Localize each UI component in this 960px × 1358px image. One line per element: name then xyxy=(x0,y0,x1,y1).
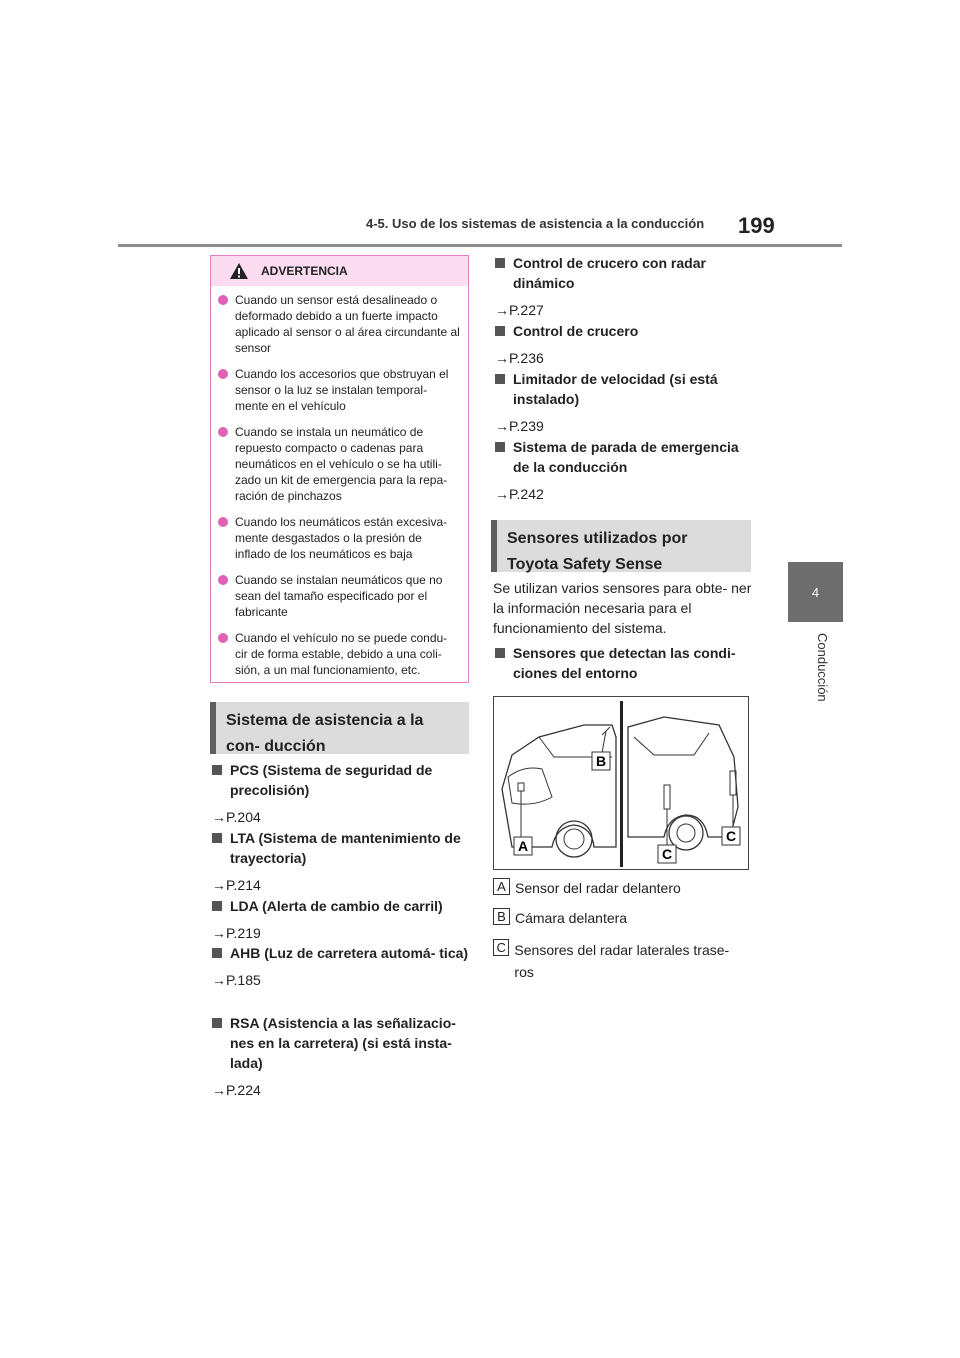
page-reference[interactable]: →P.239 xyxy=(495,418,544,434)
legend-item xyxy=(493,939,743,983)
bullet-icon xyxy=(218,369,228,379)
square-bullet-icon xyxy=(212,948,222,958)
list-item xyxy=(493,253,755,318)
item-title: Control de crucero xyxy=(513,323,639,339)
page-number: 199 xyxy=(738,213,775,238)
legend-tag: B xyxy=(493,908,510,925)
page-reference[interactable]: →P.204 xyxy=(212,809,261,825)
warning-item xyxy=(218,292,460,356)
page-reference[interactable]: →P.185 xyxy=(212,972,261,988)
list-item xyxy=(210,828,472,893)
list-item xyxy=(210,760,472,825)
warning-list xyxy=(211,292,468,678)
page-reference[interactable]: →P.242 xyxy=(495,486,544,502)
list-item xyxy=(210,896,472,941)
chapter-label: Conducción xyxy=(815,633,830,702)
page-reference[interactable]: →P.214 xyxy=(212,877,261,893)
page-reference[interactable]: →P.224 xyxy=(212,1082,261,1098)
list-item xyxy=(493,369,755,434)
section-heading-sensors: Sensores utilizados por Toyota Safety Sense xyxy=(491,520,751,572)
square-bullet-icon xyxy=(212,901,222,911)
warning-icon xyxy=(229,262,249,280)
warning-item-text: Cuando el vehículo no se puede condu- cir de forma estable, debido a una coli- sión, a un mal funcionamiento, etc. xyxy=(235,631,448,677)
subheading-text: Sensores que detectan las condi- ciones del entorno xyxy=(513,645,736,681)
square-bullet-icon xyxy=(212,1018,222,1028)
list-item xyxy=(493,321,755,366)
warning-header xyxy=(211,256,468,286)
figure-label-a: A xyxy=(517,838,529,854)
figure-label-c-right: C xyxy=(725,828,737,844)
warning-item-text: Cuando los neumáticos están excesiva- mente desgastados o la presión de inflado de los neumáticos es baja xyxy=(235,515,448,561)
warning-item-text: Cuando los accesorios que obstruyan el sensor o la luz se instalan temporal- mente en el vehículo xyxy=(235,367,449,413)
legend-text: Sensor del radar delantero xyxy=(515,880,681,896)
item-title: Sistema de parada de emergencia de la conducción xyxy=(513,439,739,475)
square-bullet-icon xyxy=(495,648,505,658)
item-title: Control de crucero con radar dinámico xyxy=(513,255,706,291)
item-title: Limitador de velocidad (si está instalado) xyxy=(513,371,718,407)
page-reference[interactable]: →P.227 xyxy=(495,302,544,318)
section-heading-driving-assist: Sistema de asistencia a la con- ducción xyxy=(210,702,469,754)
item-title: PCS (Sistema de seguridad de precolisión) xyxy=(230,762,433,798)
sensors-subheading xyxy=(493,643,755,683)
item-title: RSA (Asistencia a las señalizacio- nes en la carretera) (si está insta- lada) xyxy=(230,1015,456,1071)
bullet-icon xyxy=(218,295,228,305)
square-bullet-icon xyxy=(495,258,505,268)
square-bullet-icon xyxy=(212,833,222,843)
item-title: LDA (Alerta de cambio de carril) xyxy=(230,898,443,914)
warning-item-text: Cuando se instala un neumático de repuesto compacto o cadenas para neumáticos en el vehículo o se ha utili- zado un kit de emergencia para la repa- ración de pinchazos xyxy=(235,425,448,503)
sensors-intro-text: Se utilizan varios sensores para obte- ner la información necesaria para el funcionamiento del sistema. xyxy=(493,580,752,636)
square-bullet-icon xyxy=(495,326,505,336)
warning-title: ADVERTENCIA xyxy=(261,264,348,278)
warning-item xyxy=(218,366,460,414)
list-item xyxy=(210,943,472,988)
warning-item-text: Cuando se instalan neumáticos que no sean del tamaño especificado por el fabricante xyxy=(235,573,443,619)
item-title: LTA (Sistema de mantenimiento de trayectoria) xyxy=(230,830,461,866)
warning-item xyxy=(218,514,460,562)
square-bullet-icon xyxy=(495,442,505,452)
list-item xyxy=(210,1013,472,1098)
warning-item xyxy=(218,572,460,620)
figure-label-b: B xyxy=(595,753,607,769)
bullet-icon xyxy=(218,575,228,585)
page-reference[interactable]: →P.236 xyxy=(495,350,544,366)
legend-item xyxy=(493,878,681,898)
warning-item-text: Cuando un sensor está desalineado o deformado debido a un fuerte impacto aplicado al sensor o al área circundante al sensor xyxy=(235,293,460,355)
square-bullet-icon xyxy=(212,765,222,775)
square-bullet-icon xyxy=(495,374,505,384)
bullet-icon xyxy=(218,427,228,437)
vehicle-sensor-figure xyxy=(493,696,749,870)
vehicle-illustration xyxy=(494,697,748,869)
legend-text: Sensores del radar laterales trase- ros xyxy=(514,942,730,980)
chapter-tab xyxy=(788,562,843,622)
chapter-number: 4 xyxy=(811,584,820,600)
legend-tag: A xyxy=(493,878,510,895)
warning-item xyxy=(218,424,460,504)
bullet-icon xyxy=(218,517,228,527)
legend-item xyxy=(493,908,627,928)
warning-item xyxy=(218,630,460,678)
bullet-icon xyxy=(218,633,228,643)
warning-box xyxy=(210,255,469,683)
page-reference[interactable]: →P.219 xyxy=(212,925,261,941)
figure-label-c-left: C xyxy=(661,846,673,862)
item-title: AHB (Luz de carretera automá- tica) xyxy=(230,945,469,961)
section-header-title: 4-5. Uso de los sistemas de asistencia a la conducción xyxy=(366,216,705,231)
legend-text: Cámara delantera xyxy=(515,910,628,926)
legend-tag: C xyxy=(493,939,509,956)
list-item xyxy=(493,437,755,502)
header-divider xyxy=(118,244,842,247)
